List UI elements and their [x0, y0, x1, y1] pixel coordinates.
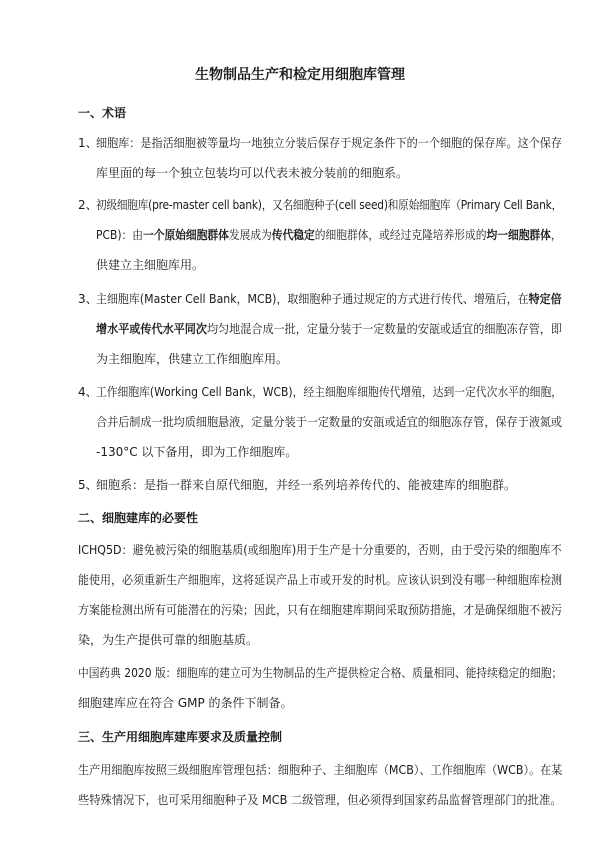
requirements-paragraph-line: 些特殊情况下，也可采用细胞种子及 MCB 二级管理，但必须得到国家药品监督管理部门的批准。 [78, 793, 562, 807]
ich-paragraph-line: 能使用，必须重新生产细胞库，这将延误产品上市或开发的时机。应该认识到没有哪一种细胞库检测 [78, 573, 563, 587]
item-number: 3、 [78, 292, 98, 306]
item-number: 4、 [78, 385, 98, 399]
item-number: 2、 [78, 198, 98, 212]
item-4-line-3: -130°C 以下备用，即为工作细胞库。 [96, 445, 298, 459]
pharmacopoeia-paragraph-line: 中国药典 2020 版：细胞库的建立可为生物制品的生产提供检定合格、质量相同、能持续稳定的细胞； [78, 666, 563, 680]
item-1-line-1: 细胞库：是指活细胞被等量均一地独立分装后保存于规定条件下的一个细胞的保存库。这个保存 [96, 136, 563, 150]
ich-paragraph-line: 染，为生产提供可靠的细胞基质。 [78, 633, 259, 647]
section-heading-terms: 一、术语 [78, 106, 127, 120]
item-number: 1、 [78, 136, 98, 150]
item-2-line-1: 初级细胞库(pre-master cell bank)，又名细胞种子(cell seed)和原始细胞库（Primary Cell Bank， [96, 198, 563, 212]
item-3-line-3: 为主细胞库，供建立工作细胞库用。 [96, 352, 289, 366]
item-3-line-1: 主细胞库(Master Cell Bank，MCB)，取细胞种子通过规定的方式进行传代、增殖后，在特定倍 [96, 292, 562, 306]
requirements-paragraph-line: 生产用细胞库按照三级细胞库管理包括：细胞种子、主细胞库（MCB）、工作细胞库（WCB）。在某 [78, 763, 563, 777]
pharmacopoeia-paragraph-line: 细胞建库应在符合 GMP 的条件下制备。 [78, 696, 293, 710]
item-4-line-1: 工作细胞库(Working Cell Bank，WCB)，经主细胞库细胞传代增殖，达到一定代次水平的细胞， [96, 385, 563, 399]
page-title: 生物制品生产和检定用细胞库管理 [195, 67, 405, 83]
item-4-line-2: 合并后制成一批均质细胞悬液，定量分装于一定数量的安瓿或适宜的细胞冻存管，保存于液氮或 [96, 415, 563, 429]
item-3-line-2: 增水平或传代水平同次均匀地混合成一批，定量分装于一定数量的安瓿或适宜的细胞冻存管，即 [96, 322, 563, 336]
section-heading-requirements: 三、生产用细胞库建库要求及质量控制 [78, 730, 283, 744]
item-1-line-2: 库里面的每一个独立包装均可以代表未被分装前的细胞系。 [96, 166, 409, 180]
item-2-line-2: PCB)：由一个原始细胞群体发展成为传代稳定的细胞群体，或经过克隆培养形成的均一细胞群体， [96, 228, 562, 242]
item-5-line-1: 细胞系：是指一群来自原代细胞，并经一系列培养传代的、能被建库的细胞群。 [96, 478, 517, 492]
ich-paragraph-line: ICHQ5D：避免被污染的细胞基质(或细胞库)用于生产是十分重要的，否则，由于受污染的细胞库不 [78, 543, 562, 557]
section-heading-necessity: 二、细胞建库的必要性 [78, 511, 199, 525]
item-number: 5、 [78, 478, 98, 492]
item-2-line-3: 供建立主细胞库用。 [96, 258, 205, 272]
ich-paragraph-line: 方案能检测出所有可能潜在的污染；因此，只有在细胞建库期间采取预防措施，才是确保细胞不被污 [78, 603, 563, 617]
